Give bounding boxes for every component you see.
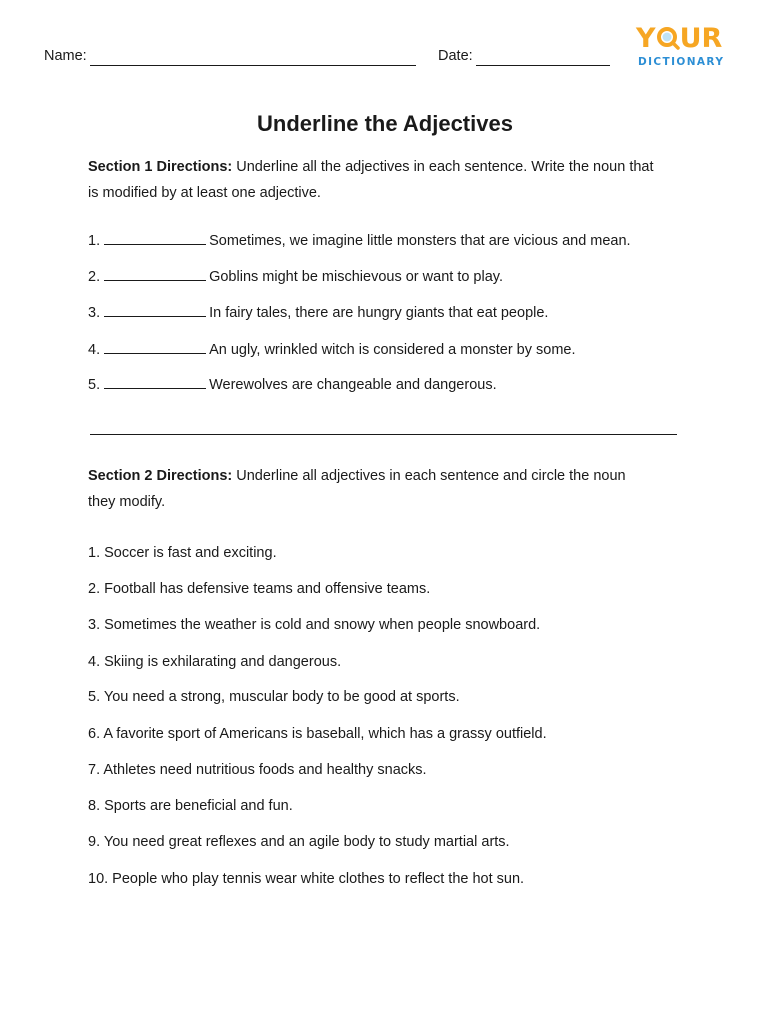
name-label: Name: xyxy=(44,48,87,64)
answer-blank xyxy=(104,376,206,389)
section1-item xyxy=(88,268,503,285)
section1-directions xyxy=(88,154,688,206)
header-row xyxy=(44,48,644,72)
section1-directions-line2: is modified by at least one adjective. xyxy=(88,185,321,201)
section1-item xyxy=(88,304,548,321)
section2-item: 2. Football has defensive teams and offensive teams. xyxy=(88,581,431,597)
section2-item: 6. A favorite sport of Americans is baseball, which has a grassy outfield. xyxy=(88,726,547,742)
answer-blank xyxy=(104,341,206,354)
item-number: 3. xyxy=(88,305,101,321)
section2-item: 10. People who play tennis wear white clothes to reflect the hot sun. xyxy=(88,871,525,887)
magnifier-icon xyxy=(656,26,680,50)
section2-item: 5. You need a strong, muscular body to be good at sports. xyxy=(88,689,460,705)
section2-item: 3. Sometimes the weather is cold and snowy when people snowboard. xyxy=(88,617,541,633)
section2-item: 4. Skiing is exhilarating and dangerous. xyxy=(88,654,342,670)
item-sentence: In fairy tales, there are hungry giants that eat people. xyxy=(209,305,549,321)
section2-directions-line2: they modify. xyxy=(88,494,166,510)
section1-item xyxy=(88,341,576,358)
item-sentence: Sometimes, we imagine little monsters that are vicious and mean. xyxy=(209,233,631,249)
item-number: 2. xyxy=(88,269,101,285)
answer-blank xyxy=(104,304,206,317)
item-number: 5. xyxy=(88,377,101,393)
item-sentence: Goblins might be mischievous or want to play. xyxy=(209,269,503,285)
section-divider xyxy=(90,434,677,435)
section2-item: 1. Soccer is fast and exciting. xyxy=(88,545,277,561)
section2-directions-line1: Underline all adjectives in each sentence and circle the noun xyxy=(232,468,626,484)
yourdictionary-logo xyxy=(636,24,732,72)
section2-item: 9. You need great reflexes and an agile body to study martial arts. xyxy=(88,834,510,850)
date-label: Date: xyxy=(438,48,473,64)
section2-heading: Section 2 Directions: xyxy=(88,468,233,484)
section1-directions-line1: Underline all the adjectives in each sentence. Write the noun that xyxy=(232,159,654,175)
section2-item: 8. Sports are beneficial and fun. xyxy=(88,798,293,814)
logo-wordmark-bottom: DICTIONARY xyxy=(638,56,725,68)
section2-directions xyxy=(88,463,688,515)
item-sentence: Werewolves are changeable and dangerous. xyxy=(209,377,497,393)
section1-item xyxy=(88,376,497,393)
page-title: Underline the Adjectives xyxy=(257,111,513,136)
item-number: 4. xyxy=(88,342,101,358)
logo-letters-ur: UR xyxy=(679,23,723,54)
name-blank-line xyxy=(90,65,416,66)
date-blank-line xyxy=(476,65,610,66)
answer-blank xyxy=(104,232,206,245)
section1-item xyxy=(88,232,631,249)
section2-item: 7. Athletes need nutritious foods and healthy snacks. xyxy=(88,762,427,778)
answer-blank xyxy=(104,268,206,281)
section1-heading: Section 1 Directions: xyxy=(88,159,233,175)
item-number: 1. xyxy=(88,233,101,249)
item-sentence: An ugly, wrinkled witch is considered a monster by some. xyxy=(209,342,576,358)
logo-letter-y: Y xyxy=(636,23,656,54)
logo-wordmark-top xyxy=(636,24,722,54)
